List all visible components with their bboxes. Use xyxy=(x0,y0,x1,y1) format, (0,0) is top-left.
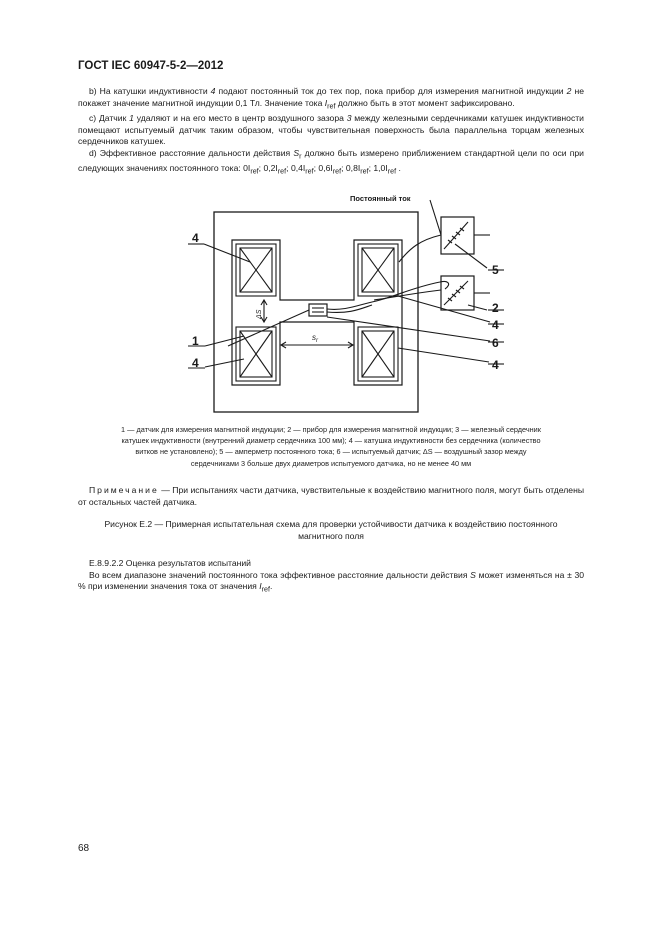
callout-4-center-right: 4 xyxy=(492,318,499,332)
text-run: ref xyxy=(305,167,314,176)
text-run: ref xyxy=(332,167,342,176)
text-run: Во всем диапазоне значений постоянного тока эффективное расстояние дальности действия xyxy=(89,569,471,580)
text-run: ref xyxy=(277,167,287,176)
text-run: ref xyxy=(261,585,270,594)
document-header: ГОСТ IEC 60947-5-2—2012 xyxy=(78,60,224,72)
leader-line xyxy=(398,348,489,362)
coil-top-left xyxy=(236,244,276,296)
figure-title-line: Рисунок Е.2 — Примерная испытательная схема для проверки устойчивости датчика к воздействию постоянного xyxy=(104,519,558,529)
figure-title-line: магнитного поля xyxy=(298,530,364,541)
callout-2: 2 xyxy=(492,301,499,315)
leader-line xyxy=(455,244,487,268)
text-run: . xyxy=(396,163,401,173)
text-run: между железными сердечниками катушек индуктивности помещают испытуемый датчик таким образом, чтобы чувствительная поверхность была параллельна торцам железных сердечников катушек. xyxy=(78,112,584,147)
leader-line xyxy=(205,359,244,367)
text-run: S xyxy=(293,147,300,158)
sensor-cable-2 xyxy=(327,305,372,312)
callout-6: 6 xyxy=(492,336,499,350)
text-run: 4 xyxy=(210,86,216,96)
text-run: должно быть в этот момент зафиксировано. xyxy=(335,97,515,108)
current-value: 0,6I xyxy=(318,163,333,173)
current-value: 0,4I xyxy=(290,163,306,173)
coil-bottom-right xyxy=(358,327,398,381)
text-run: 3 xyxy=(346,112,352,123)
callout-1: 1 xyxy=(192,334,199,348)
text-run: ref xyxy=(387,167,397,176)
legend-line: витков не установлено); 5 — амперметр постоянного тока; 6 — испытуемый датчик; ΔS — воздушный зазор между xyxy=(135,447,527,457)
current-value: 0,8I xyxy=(345,163,361,173)
leader-line xyxy=(327,317,490,341)
section-text xyxy=(78,570,584,597)
range-label-sub: r xyxy=(316,338,318,344)
text-run: c) Датчик xyxy=(89,112,130,123)
text-run: I xyxy=(324,97,328,108)
text-run: S xyxy=(470,569,476,580)
text-run: не покажет значение магнитной индукции 0,1 Тл. Значение тока xyxy=(78,86,584,108)
coil-top-right xyxy=(358,244,398,296)
paragraph-d: d) Эффективное расстояние дальности действия $S_r$ должно быть измерено приближением стандартной цели по оси при следующих значениях постоянного тока: $0I_{ref}$; $0,2I_{ref}$; $0,4I_{ref}$; $0,6I_{ref}$; $0,8I_{ref}$; $1,0I_{ref}$ . xyxy=(78,147,584,176)
callout-4-top-left: 4 xyxy=(192,231,199,245)
callout-5: 5 xyxy=(492,263,499,277)
text-run: I xyxy=(259,581,262,592)
dc-wire xyxy=(399,235,441,262)
legend-line: сердечниками 3 больше двух диаметров испытуемого датчика, но не менее 40 мм xyxy=(190,458,472,468)
leader-line xyxy=(228,310,309,346)
tested-sensor xyxy=(309,304,327,316)
text-run: r xyxy=(299,152,302,161)
text-run: . xyxy=(269,581,273,592)
note-text: — При испытаниях части датчика, чувствительные к воздействию магнитного поля, могут быть отделены от остальных частей датчика. xyxy=(78,485,584,507)
ammeter-5 xyxy=(441,217,474,254)
legend-line: катушек индуктивности (внутренний диаметр сердечника 100 мм); 4 — катушка индуктивности без сердечника (количество xyxy=(121,436,541,446)
current-value: 1,0I xyxy=(373,163,388,173)
leader-line xyxy=(468,305,487,310)
text-run: ref xyxy=(250,167,259,176)
current-value: 0,2I xyxy=(263,163,278,173)
figure-legend xyxy=(78,424,584,469)
text-run: должно быть измерено приближением стандартной цели по оси при следующих значениях постоянного тока: xyxy=(78,147,584,173)
text-run: d) Эффективное расстояние дальности действия xyxy=(89,147,294,158)
page-number: 68 xyxy=(78,843,90,854)
note-label: Примечание xyxy=(89,485,159,495)
callout-4-bottom-right: 4 xyxy=(492,358,499,372)
callout-4-bottom-left: 4 xyxy=(192,356,199,370)
dc-wire xyxy=(430,200,441,235)
gap-label: ΔS xyxy=(256,309,263,319)
leader-line xyxy=(398,296,490,322)
label-direct-current: Постоянный ток xyxy=(350,194,411,203)
section-heading: Е.8.9.2.2 Оценка результатов испытаний xyxy=(89,558,251,568)
text-run: b) На катушки индуктивности xyxy=(89,86,211,96)
note xyxy=(78,485,584,508)
coil-bottom-left xyxy=(236,327,276,381)
text-run: 1 xyxy=(129,112,134,123)
range-label-main: s xyxy=(312,333,316,342)
text-run: ref xyxy=(327,102,336,111)
text-run: удаляют и на его место в центр воздушного зазора xyxy=(133,112,347,123)
legend-line: 1 — датчик для измерения магнитной индукции; 2 — прибор для измерения магнитной индукции; 3 — железный сердечник xyxy=(121,425,541,434)
text-run: может изменяться на ± 30 % при изменении значения тока от значения xyxy=(78,569,585,592)
text-run: ref xyxy=(360,167,369,176)
range-label xyxy=(312,333,319,344)
text-run: подают постоянный ток до тех пор, пока прибор для измерения магнитной индукции xyxy=(215,86,567,96)
section-e8922 xyxy=(78,558,584,597)
text-run: 2 xyxy=(566,86,572,96)
current-value: 0I xyxy=(243,163,251,173)
figure-title xyxy=(78,519,584,542)
